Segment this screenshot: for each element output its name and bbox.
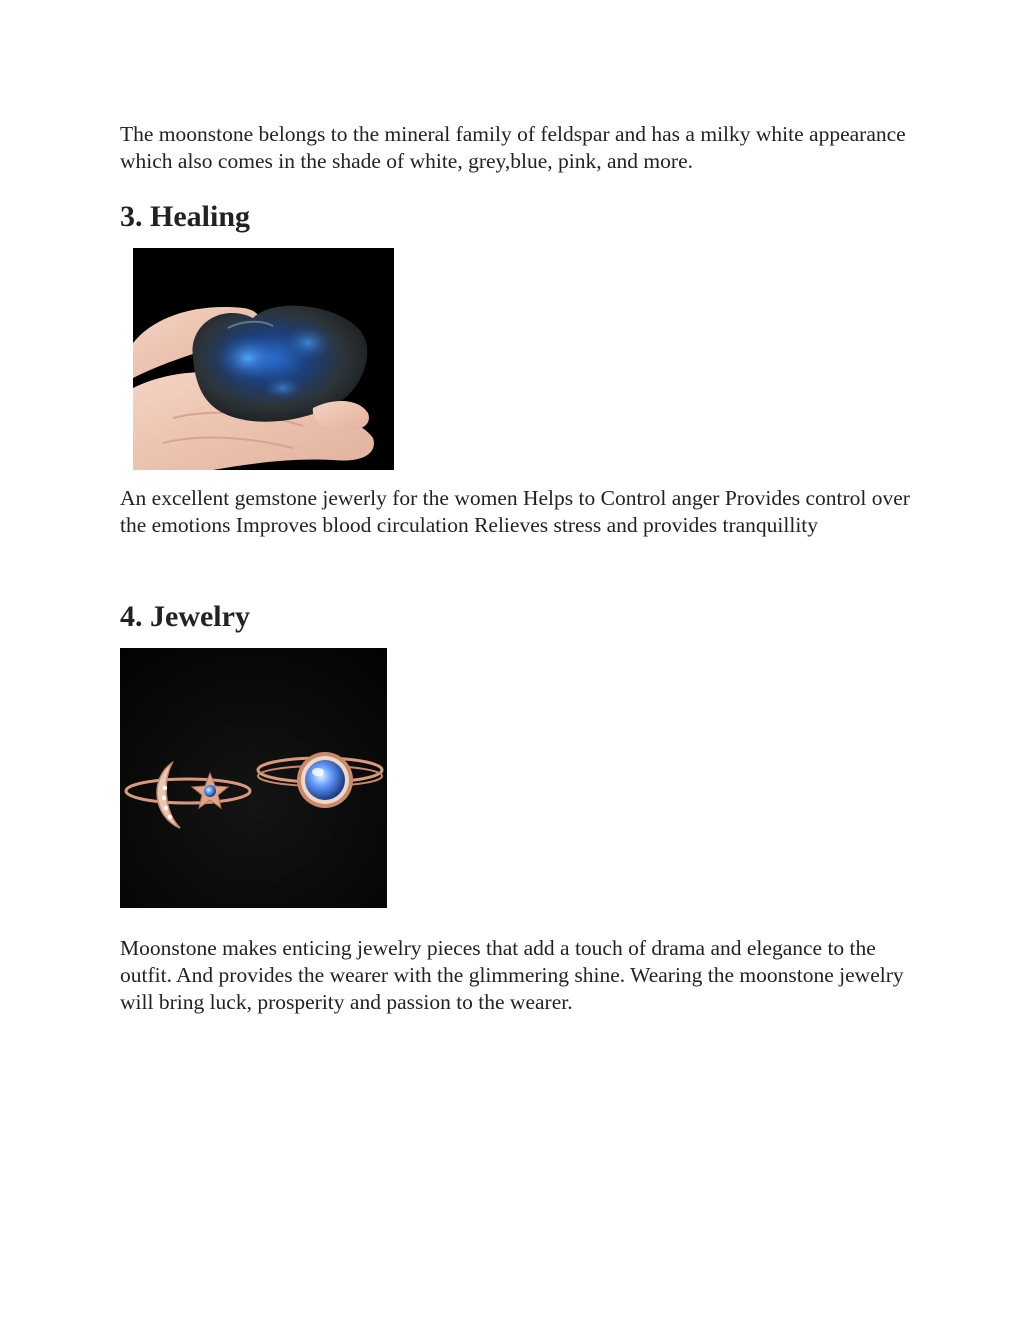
healing-heading: 3. Healing bbox=[120, 200, 251, 233]
healing-paragraph: An excellent gemstone jewerly for the women Helps to Control anger Provides control over the emotions Improves blood circulation Relieves stress and provides tranquillity bbox=[120, 486, 910, 537]
moonstone-heart-image bbox=[133, 248, 394, 470]
jewelry-paragraph: Moonstone makes enticing jewelry pieces that add a touch of drama and elegance to the outfit. And provides the wearer with the glimmering shine. Wearing the moonstone jewelry will bring luck, prosperity and passion to the wearer. bbox=[120, 936, 904, 1014]
jewelry-heading: 4. Jewelry bbox=[120, 600, 250, 633]
moonstone-rings-image bbox=[120, 648, 387, 908]
intro-paragraph: The moonstone belongs to the mineral family of feldspar and has a milky white appearance which also comes in the shade of white, grey,blue, pink, and more. bbox=[120, 122, 906, 173]
